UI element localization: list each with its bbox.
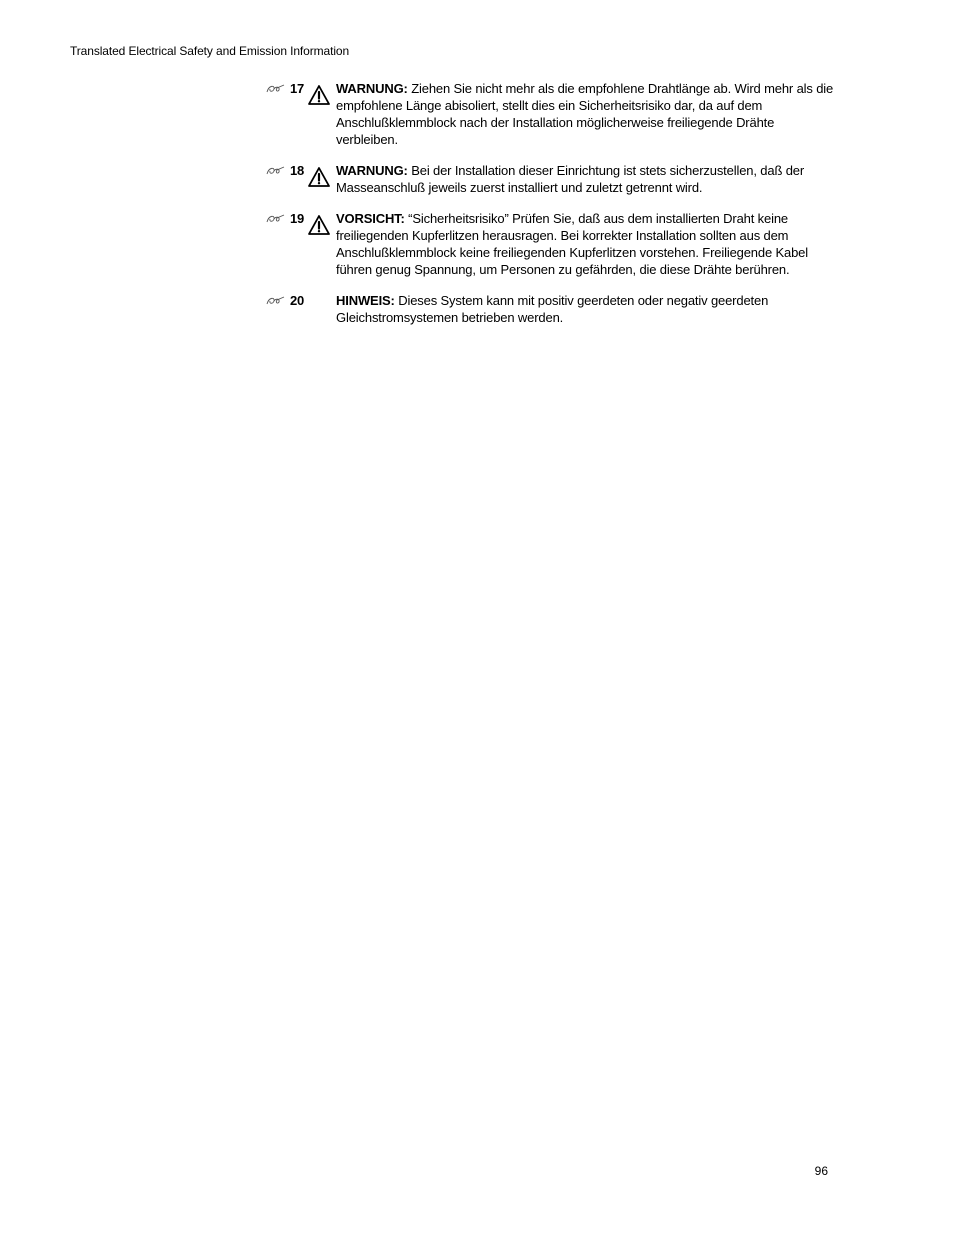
warning-triangle-icon (308, 215, 330, 235)
notice-20 (266, 292, 836, 326)
notice-number: 18 (290, 163, 305, 178)
notice-label: WARNUNG: (336, 81, 408, 96)
notice-18 (266, 162, 836, 196)
notice-17 (266, 80, 836, 148)
warning-triangle-icon (308, 85, 330, 105)
safety-notices (266, 80, 836, 340)
notice-number: 20 (290, 293, 305, 308)
link-icon (266, 296, 286, 306)
notice-body (336, 210, 836, 278)
notice-body (336, 162, 836, 196)
notice-number: 19 (290, 211, 305, 226)
notice-number: 17 (290, 81, 305, 96)
notice-text: Ziehen Sie nicht mehr als die empfohlene Drahtlänge ab. Wird mehr als die empfohlene Länge abisoliert, stellt dies ein Sicherheitsrisiko dar, da auf dem Anschlußklemmblock nach der Installation möglicherweise freiliegende Drähte verbleiben. (336, 81, 834, 147)
warning-triangle-icon (308, 167, 330, 187)
notice-reference[interactable] (266, 292, 304, 309)
link-icon (266, 166, 286, 176)
notice-reference[interactable] (266, 80, 304, 97)
page-number: 96 (814, 1164, 828, 1178)
notice-reference[interactable] (266, 162, 304, 179)
notice-label: HINWEIS: (336, 293, 395, 308)
notice-text: Bei der Installation dieser Einrichtung ist stets sicherzustellen, daß der Masseanschluß jeweils zuerst installiert und zuletzt getrennt wird. (336, 163, 805, 195)
running-header: Translated Electrical Safety and Emission Information (70, 44, 350, 58)
notice-label: VORSICHT: (336, 211, 405, 226)
notice-reference[interactable] (266, 210, 304, 227)
link-icon (266, 84, 286, 94)
notice-text: Dieses System kann mit positiv geerdeten oder negativ geerdeten Gleichstromsystemen betrieben werden. (336, 293, 769, 325)
notice-19 (266, 210, 836, 278)
link-icon (266, 214, 286, 224)
notice-label: WARNUNG: (336, 163, 408, 178)
notice-body (336, 292, 836, 326)
notice-body (336, 80, 836, 148)
notice-text: “Sicherheitsrisiko” Prüfen Sie, daß aus dem installierten Draht keine freiliegenden Kupferlitzen herausragen. Bei korrekter Installation sollten aus dem Anschlußklemmblock keine freiliegenden Kupferlitzen vorstehen. Freiliegende Kabel führen genug Spannung, um Personen zu gefährden, die diese Drähte berühren. (336, 211, 809, 277)
